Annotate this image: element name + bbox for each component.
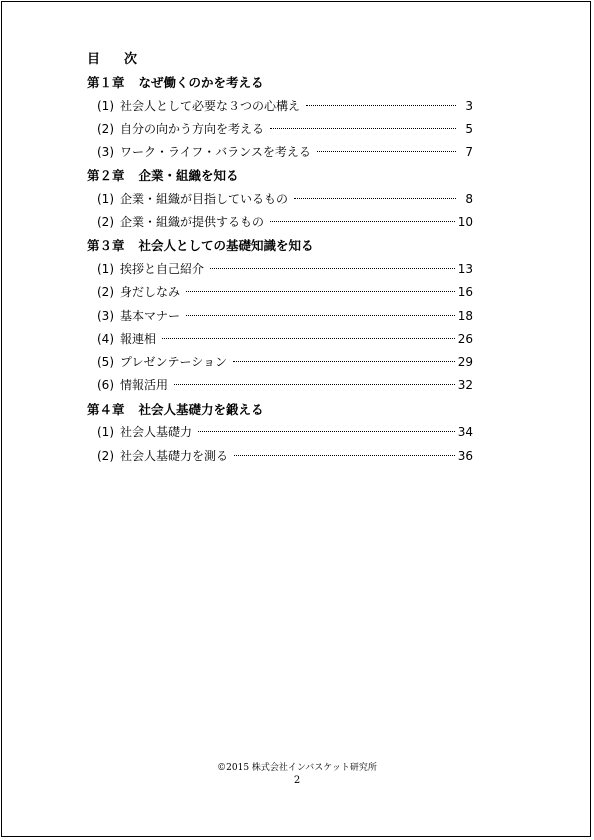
entry-number: (2) xyxy=(97,448,114,463)
entry-number: (2) xyxy=(97,215,114,230)
toc-title-char-2: 次 xyxy=(124,52,138,67)
entry-title: 報連相 xyxy=(120,331,157,346)
entry-page-number: 8 xyxy=(465,191,473,206)
entry-title: 社会人として必要な３つの心構え xyxy=(120,98,301,113)
toc-entry[interactable] xyxy=(87,118,473,141)
dot-leader xyxy=(162,338,455,339)
document-page xyxy=(1,1,591,837)
entry-page-number: 29 xyxy=(457,355,473,370)
chapter-number: 第１章 xyxy=(87,75,125,90)
toc-entry[interactable] xyxy=(87,281,473,304)
entry-title: 身だしなみ xyxy=(120,285,181,300)
entry-title: 情報活用 xyxy=(120,378,169,393)
dot-leader xyxy=(186,315,455,316)
entry-page-number: 18 xyxy=(457,308,473,323)
toc-entry[interactable] xyxy=(87,141,473,164)
table-of-contents xyxy=(87,49,473,468)
toc-chapter-heading[interactable] xyxy=(87,398,473,422)
dot-leader xyxy=(186,291,455,292)
entry-page-number: 10 xyxy=(457,215,473,230)
toc-entry[interactable] xyxy=(87,421,473,444)
dot-leader xyxy=(270,128,456,129)
toc-entry[interactable] xyxy=(87,351,473,374)
entry-title: 社会人基礎力を測る xyxy=(120,448,229,463)
entry-number: (3) xyxy=(97,145,114,160)
entry-title: 挨拶と自己紹介 xyxy=(120,261,205,276)
dot-leader xyxy=(306,105,456,106)
dot-leader xyxy=(233,361,455,362)
entry-number: (5) xyxy=(97,355,114,370)
entry-number: (2) xyxy=(97,121,114,136)
entry-page-number: 7 xyxy=(465,145,473,160)
chapter-title: 社会人としての基礎知識を知る xyxy=(138,238,314,254)
toc-entry[interactable] xyxy=(87,211,473,234)
dot-leader xyxy=(198,431,455,432)
toc-title xyxy=(87,49,473,71)
chapter-title: 企業・組織を知る xyxy=(138,168,239,184)
entry-page-number: 3 xyxy=(465,98,473,113)
chapter-number: 第４章 xyxy=(87,401,125,417)
toc-title-char-1: 目 xyxy=(87,52,101,67)
entry-number: (6) xyxy=(97,378,114,393)
toc-entry[interactable] xyxy=(87,374,473,397)
toc-entry[interactable] xyxy=(87,445,473,468)
toc-entry[interactable] xyxy=(87,258,473,281)
dot-leader xyxy=(270,221,455,222)
entry-title: 社会人基礎力 xyxy=(120,425,193,440)
entry-number: (1) xyxy=(97,261,114,276)
copyright-notice: ©2015 株式会社インバスケット研究所 xyxy=(217,763,377,773)
entry-title: 企業・組織が提供するもの xyxy=(120,215,265,230)
toc-entry[interactable] xyxy=(87,328,473,351)
dot-leader xyxy=(174,384,455,385)
dot-leader xyxy=(317,151,456,152)
entry-page-number: 32 xyxy=(457,378,473,393)
chapter-title: 社会人基礎力を鍛える xyxy=(138,401,264,417)
toc-chapter-heading[interactable] xyxy=(87,234,473,258)
entry-number: (2) xyxy=(97,285,114,300)
dot-leader xyxy=(234,455,455,456)
toc-entry[interactable] xyxy=(87,305,473,328)
toc-entry[interactable] xyxy=(87,188,473,211)
entry-number: (1) xyxy=(97,191,114,206)
chapter-number: 第３章 xyxy=(87,238,125,254)
entry-title: 自分の向かう方向を考える xyxy=(120,121,265,136)
entry-page-number: 36 xyxy=(457,448,473,463)
chapter-title: なぜ働くのかを考える xyxy=(138,75,264,90)
entry-page-number: 26 xyxy=(457,331,473,346)
chapter-number: 第２章 xyxy=(87,168,125,184)
dot-leader xyxy=(210,268,455,269)
entry-number: (1) xyxy=(97,425,114,440)
entry-page-number: 13 xyxy=(457,261,473,276)
entry-number: (1) xyxy=(97,98,114,113)
toc-chapter-heading[interactable] xyxy=(87,71,473,95)
entry-title: ワーク・ライフ・バランスを考える xyxy=(120,145,311,160)
toc-chapter-heading[interactable] xyxy=(87,164,473,188)
dot-leader xyxy=(294,198,456,199)
entry-number: (3) xyxy=(97,308,114,323)
entry-title: 基本マナー xyxy=(120,308,181,323)
toc-body xyxy=(87,71,473,468)
page-number: 2 xyxy=(293,775,301,786)
page-footer xyxy=(0,762,594,787)
entry-number: (4) xyxy=(97,331,114,346)
entry-page-number: 34 xyxy=(457,425,473,440)
toc-entry[interactable] xyxy=(87,95,473,118)
entry-page-number: 5 xyxy=(465,121,473,136)
entry-title: 企業・組織が目指しているもの xyxy=(120,191,289,206)
entry-page-number: 16 xyxy=(457,285,473,300)
entry-title: プレゼンテーション xyxy=(120,355,228,370)
